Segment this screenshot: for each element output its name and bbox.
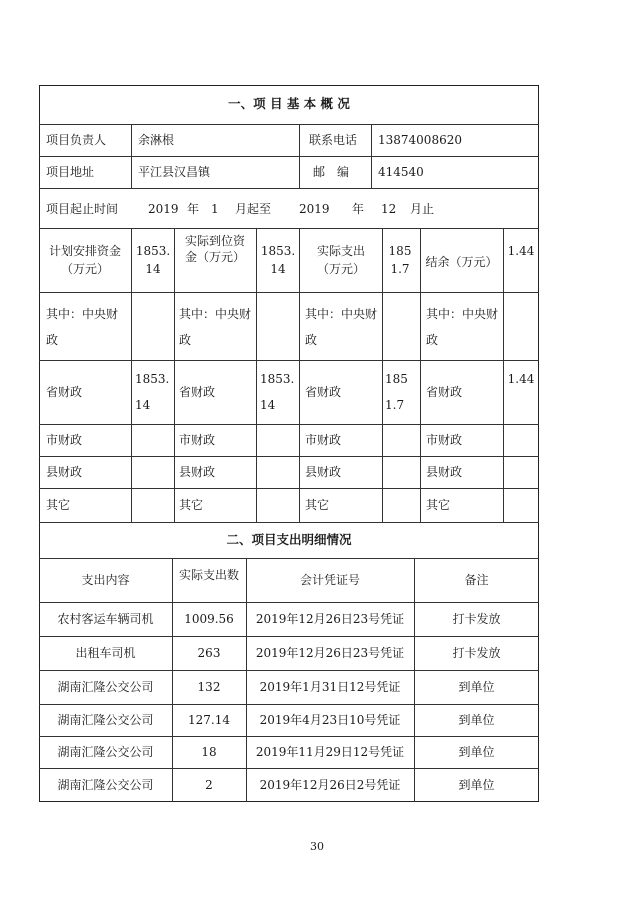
row-divider: [39, 360, 539, 361]
received-funds-header: 实际到位资金（万元）: [184, 234, 245, 264]
period-year-unit: 年: [187, 202, 200, 216]
row-divider: [39, 704, 539, 705]
period-start-month: 1: [211, 202, 219, 216]
city-finance-label: 市财政: [179, 433, 216, 447]
other-finance-label: 其它: [179, 498, 204, 512]
detail-row-content: 农村客运车辆司机: [57, 612, 154, 626]
detail-row-voucher: 2019年11月29日12号凭证: [255, 745, 405, 759]
address-label: 项目地址: [46, 165, 95, 179]
period-end-suffix: 月止: [410, 202, 435, 216]
received-funds-value: 1853.14: [260, 244, 296, 276]
detail-row-voucher: 2019年12月26日23号凭证: [255, 612, 405, 626]
provincial-balance-value: 1.44: [507, 372, 535, 386]
other-finance-label: 其它: [46, 498, 71, 512]
detail-row-amount: 1009.56: [184, 612, 234, 626]
col-divider: [503, 228, 504, 522]
detail-header-content: 支出内容: [81, 573, 130, 587]
actual-spend-value: 1851.7: [388, 244, 412, 276]
row-divider: [39, 456, 539, 457]
county-finance-label: 县财政: [179, 465, 216, 479]
central-finance-label: 其中：中央财政: [426, 307, 499, 347]
row-divider: [39, 488, 539, 489]
provincial-finance-label: 省财政: [305, 385, 342, 399]
detail-row-amount: 18: [201, 745, 217, 759]
detail-row-note: 到单位: [458, 745, 495, 759]
row-divider: [39, 670, 539, 671]
section1-title: 一、项 目 基 本 概 况: [228, 96, 350, 111]
period-start-suffix: 月起至: [235, 202, 272, 216]
col-divider: [420, 228, 421, 522]
row-divider: [39, 768, 539, 769]
detail-row-note: 打卡发放: [452, 612, 501, 626]
col-divider: [256, 228, 257, 522]
section2-title: 二、项目支出明细情况: [226, 532, 352, 547]
balance-header: 结余（万元）: [425, 255, 498, 269]
period-end-month: 12: [381, 202, 397, 216]
provincial-finance-label: 省财政: [426, 385, 463, 399]
actual-spend-header: 实际支出（万元）: [316, 244, 365, 276]
detail-row-note: 到单位: [458, 778, 495, 792]
detail-row-voucher: 2019年4月23日10号凭证: [259, 713, 401, 727]
col-divider: [371, 124, 372, 188]
row-divider: [39, 156, 539, 157]
row-divider: [39, 736, 539, 737]
central-finance-label: 其中：中央财政: [46, 307, 119, 347]
detail-row-content: 湖南汇隆公交公司: [57, 713, 154, 727]
provincial-finance-label: 省财政: [46, 385, 83, 399]
county-finance-label: 县财政: [305, 465, 342, 479]
postcode-label: 邮 编: [313, 165, 350, 179]
detail-row-content: 出租车司机: [75, 646, 136, 660]
county-finance-label: 县财政: [46, 465, 83, 479]
leader-value: 余淋根: [138, 133, 175, 147]
city-finance-label: 市财政: [426, 433, 463, 447]
detail-header-voucher: 会计凭证号: [299, 573, 360, 587]
row-divider: [39, 522, 539, 523]
detail-row-content: 湖南汇隆公交公司: [57, 745, 154, 759]
provincial-spend-value: 1851.7: [385, 372, 408, 412]
central-finance-label: 其中：中央财政: [179, 307, 252, 347]
other-finance-label: 其它: [426, 498, 451, 512]
detail-row-note: 到单位: [458, 713, 495, 727]
phone-label: 联系电话: [309, 133, 358, 147]
detail-row-voucher: 2019年12月26日23号凭证: [255, 646, 405, 660]
detail-row-amount: 127.14: [188, 713, 230, 727]
row-divider: [39, 188, 539, 189]
row-divider: [39, 602, 539, 603]
detail-header-amount: 实际支出数: [178, 568, 239, 582]
col-divider: [299, 124, 300, 188]
provincial-received-value: 1853.14: [260, 372, 295, 412]
city-finance-label: 市财政: [305, 433, 342, 447]
period-start-year: 2019: [148, 202, 179, 216]
detail-row-amount: 263: [197, 646, 221, 660]
detail-header-note: 备注: [464, 573, 489, 587]
leader-label: 项目负责人: [46, 133, 107, 147]
detail-row-content: 湖南汇隆公交公司: [57, 778, 154, 792]
row-divider: [39, 124, 539, 125]
col-divider: [382, 228, 383, 522]
row-divider: [39, 636, 539, 637]
detail-row-voucher: 2019年1月31日12号凭证: [259, 680, 401, 694]
col-divider: [299, 228, 300, 522]
planned-funds-header: 计划安排资金（万元）: [48, 244, 121, 276]
col-divider: [131, 124, 132, 188]
planned-funds-value: 1853.14: [135, 244, 171, 276]
row-divider: [39, 558, 539, 559]
row-divider: [39, 292, 539, 293]
period-year-unit: 年: [352, 202, 365, 216]
postcode-value: 414540: [378, 165, 424, 179]
detail-row-voucher: 2019年12月26日2号凭证: [259, 778, 401, 792]
provincial-finance-label: 省财政: [179, 385, 216, 399]
period-label: 项目起止时间: [46, 202, 119, 216]
page-number: 30: [310, 840, 324, 853]
provincial-planned-value: 1853.14: [135, 372, 170, 412]
col-divider: [131, 228, 132, 522]
detail-row-note: 到单位: [458, 680, 495, 694]
other-finance-label: 其它: [305, 498, 330, 512]
balance-value: 1.44: [507, 244, 535, 258]
county-finance-label: 县财政: [426, 465, 463, 479]
detail-row-amount: 2: [205, 778, 213, 792]
central-finance-label: 其中：中央财政: [305, 307, 378, 347]
phone-value: 13874008620: [378, 133, 462, 147]
city-finance-label: 市财政: [46, 433, 83, 447]
period-end-year: 2019: [299, 202, 330, 216]
address-value: 平江县汉昌镇: [138, 165, 211, 179]
detail-row-note: 打卡发放: [452, 646, 501, 660]
col-divider: [174, 228, 175, 522]
detail-row-content: 湖南汇隆公交公司: [57, 680, 154, 694]
row-divider: [39, 228, 539, 229]
row-divider: [39, 424, 539, 425]
detail-row-amount: 132: [197, 680, 221, 694]
